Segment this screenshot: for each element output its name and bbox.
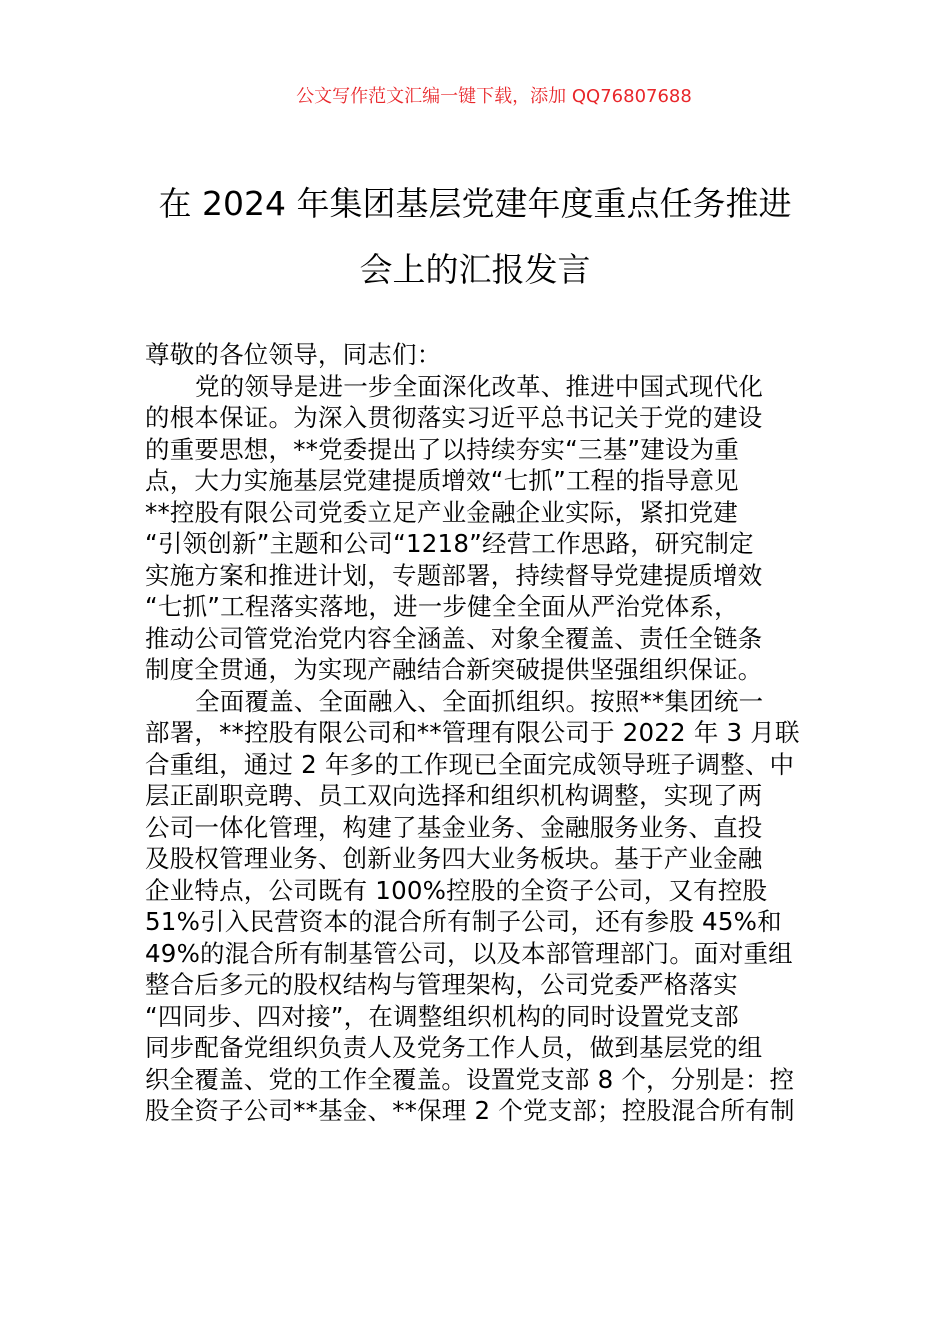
paragraph-line: 党的领导是进一步全面深化改革、推进中国式现代化 <box>195 371 764 401</box>
paragraph-line: 推动公司管党治党内容全涵盖、对象全覆盖、责任全链条 <box>145 623 763 653</box>
paragraph-line: “引领创新”主题和公司“1218”经营工作思路，研究制定 <box>145 529 754 558</box>
paragraph-line: 公司一体化管理，构建了基金业务、金融服务业务、直投 <box>145 812 763 842</box>
watermark-banner: 公文写作范文汇编一键下载，添加 QQ76807688 <box>296 86 692 107</box>
paragraph-line: 企业特点，公司既有 100%控股的全资子公司，又有控股 <box>145 875 768 905</box>
paragraph-2 <box>145 686 810 1127</box>
paragraph-line: 股全资子公司**基金、**保理 2 个党支部；控股混合所有制 <box>145 1096 795 1125</box>
paragraph-line: 层正副职竞聘、员工双向选择和组织机构调整，实现了两 <box>145 781 763 810</box>
paragraph-line: 51%引入民营资本的混合所有制子公司，还有参股 45%和 <box>145 907 782 936</box>
paragraph-1 <box>145 371 810 686</box>
document-body <box>145 339 810 1127</box>
paragraph-line: 同步配备党组织负责人及党务工作人员，做到基层党的组 <box>145 1033 763 1062</box>
paragraph-line: 及股权管理业务、创新业务四大业务板块。基于产业金融 <box>145 844 763 873</box>
paragraph-line: 部署，**控股有限公司和**管理有限公司于 2022 年 3 月联 <box>145 718 800 747</box>
salutation: 尊敬的各位领导，同志们： <box>145 340 442 369</box>
paragraph-line: 的重要思想，**党委提出了以持续夯实“三基”建设为重 <box>145 434 740 464</box>
paragraph-line: **控股有限公司党委立足产业金融企业实际，紧扣党建 <box>145 497 738 527</box>
paragraph-line: 合重组，通过 2 年多的工作现已全面完成领导班子调整、中 <box>145 749 795 779</box>
paragraph-line: 织全覆盖、党的工作全覆盖。设置党支部 8 个，分别是：控 <box>145 1064 795 1094</box>
paragraph-line: “七抓”工程落实落地，进一步健全全面从严治党体系， <box>145 592 739 621</box>
paragraph-line: 制度全贯通，为实现产融结合新突破提供坚强组织保证。 <box>145 655 763 684</box>
paragraph-line: 整合后多元的股权结构与管理架构，公司党委严格落实 <box>145 970 738 999</box>
document-title-line-2: 会上的汇报发言 <box>359 250 591 289</box>
paragraph-line: 实施方案和推进计划，专题部署，持续督导党建提质增效 <box>145 560 763 590</box>
paragraph-line: “四同步、四对接”，在调整组织机构的同时设置党支部 <box>145 1001 739 1031</box>
paragraph-line: 的根本保证。为深入贯彻落实习近平总书记关于党的建设 <box>145 403 763 432</box>
paragraph-line: 全面覆盖、全面融入、全面抓组织。按照**集团统一 <box>195 686 764 716</box>
document-title-line-1: 在 2024 年集团基层党建年度重点任务推进 <box>158 184 792 223</box>
paragraph-line: 49%的混合所有制基管公司，以及本部管理部门。面对重组 <box>145 938 793 968</box>
paragraph-line: 点，大力实施基层党建提质增效“七抓”工程的指导意见 <box>145 466 739 495</box>
